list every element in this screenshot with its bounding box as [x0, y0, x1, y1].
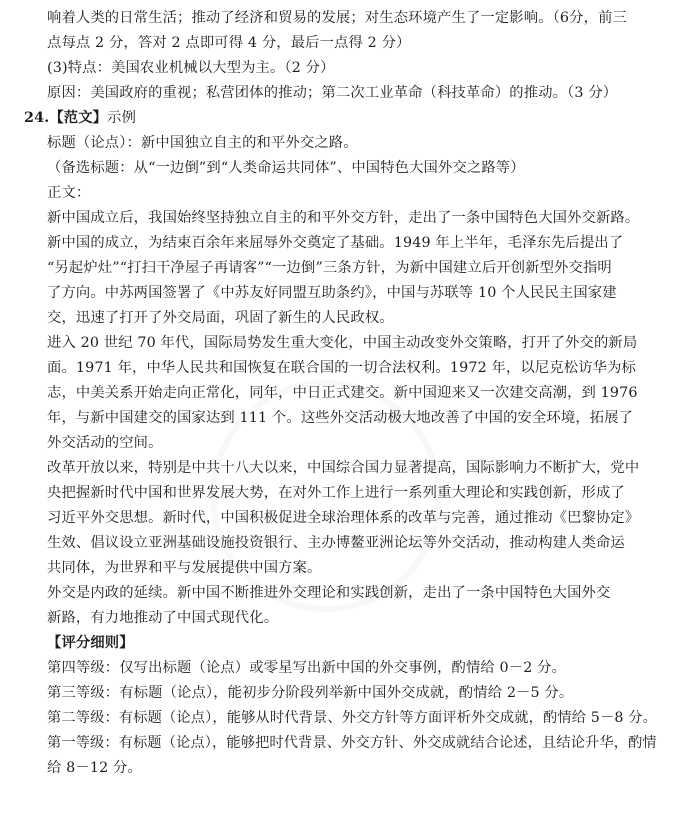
scoring-rules-heading: 【评分细则】 — [47, 635, 134, 651]
text-line-21: 习近平外交思想。新时代，中国积极促进全球治理体系的改革与完善，通过推动《巴黎协定》 — [47, 510, 640, 526]
text-line-1: 响着人类的日常生活；推动了经济和贸易的发展；对生态环境产生了一定影响。（6分，前三 — [47, 10, 627, 26]
text-line-4: 原因：美国政府的重视；私营团体的推动；第二次工业革命（科技革命）的推动。（3 分） — [47, 85, 618, 101]
text-line-15: 面。1971 年，中华人民共和国恢复在联合国的一切合法权利。1972 年，以尼克松访华为标 — [47, 360, 636, 376]
question-number-tag: 24.【范文】 — [24, 110, 108, 126]
grade-level-4: 第四等级：仅写出标题（论点）或零星写出新中国的外交事例，酌情给 0－2 分。 — [47, 660, 567, 676]
text-line-12: 了方向。中苏两国签署了《中苏友好同盟互助条约》，中国与苏联等 10 个人民民主国家建 — [47, 285, 617, 301]
body-label: 正文： — [47, 185, 91, 201]
text-line-17: 年，与新中国建交的国家达到 111 个。这些外交活动极大地改善了中国的安全环境，拓展了 — [47, 410, 634, 426]
grade-level-2: 第二等级：有标题（论点），能够从时代背景、外交方针等方面评析外交成就，酌情给 5－8 分。 — [47, 710, 657, 726]
alternate-titles-line: （备选标题：从“一边倒”到“人类命运共同体”、中国特色大国外交之路等） — [47, 160, 525, 176]
text-line-16: 志，中美关系开始走向正常化，同年，中日正式建交。新中国迎来又一次建交高潮，到 1976 — [47, 385, 638, 401]
text-line-18: 外交活动的空间。 — [47, 435, 163, 451]
text-line-25: 新路，有力地推动了中国式现代化。 — [47, 610, 279, 626]
example-label: 示例 — [107, 110, 137, 126]
text-line-20: 央把握新时代中国和世界发展大势，在对外工作上进行一系列重大理论和实践创新，形成了 — [47, 485, 625, 501]
text-line-11: “另起炉灶”“打扫干净屋子再请客”“一边倒”三条方针，为新中国建立后开创新型外交指明 — [47, 260, 612, 276]
text-line-19: 改革开放以来，特别是中共十八大以来，中国综合国力显著提高，国际影响力不断扩大，党中 — [47, 460, 640, 476]
text-line-2: 点每点 2 分，答对 2 点即可得 4 分，最后一点得 2 分） — [47, 35, 411, 51]
text-line-13: 交，迅速了打开了外交局面，巩固了新生的人民政权。 — [47, 310, 394, 326]
text-line-22: 生效、倡议设立亚洲基础设施投资银行、主办博鳌亚洲论坛等外交活动，推动构建人类命运 — [47, 535, 625, 551]
text-line-9: 新中国成立后，我国始终坚持独立自主的和平外交方针，走出了一条中国特色大国外交新路。 — [47, 210, 640, 226]
text-line-24: 外交是内政的延续。新中国不断推进外交理论和实践创新，走出了一条中国特色大国外交 — [47, 585, 611, 601]
grade-level-3: 第三等级：有标题（论点），能初步分阶段列举新中国外交成就，酌情给 2－5 分。 — [47, 685, 574, 701]
text-line-23: 共同体，为世界和平与发展提供中国方案。 — [47, 560, 322, 576]
text-line-3: (3)特点：美国农业机械以大型为主。（2 分） — [47, 60, 335, 76]
grade-level-1-cont: 给 8－12 分。 — [47, 760, 142, 776]
text-line-10: 新中国的成立，为结束百余年来屈辱外交奠定了基础。1949 年上半年，毛泽东先后提出了 — [47, 235, 624, 251]
text-line-14: 进入 20 世纪 70 年代，国际局势发生重大变化，中国主动改变外交策略，打开了外交的新局 — [47, 335, 638, 351]
essay-title-line: 标题（论点）：新中国独立自主的和平外交之路。 — [47, 135, 358, 151]
question-24-heading — [24, 108, 136, 128]
grade-level-1: 第一等级：有标题（论点），能够把时代背景、外交方针、外交成就结合论述，且结论升华，酌情 — [47, 735, 657, 751]
